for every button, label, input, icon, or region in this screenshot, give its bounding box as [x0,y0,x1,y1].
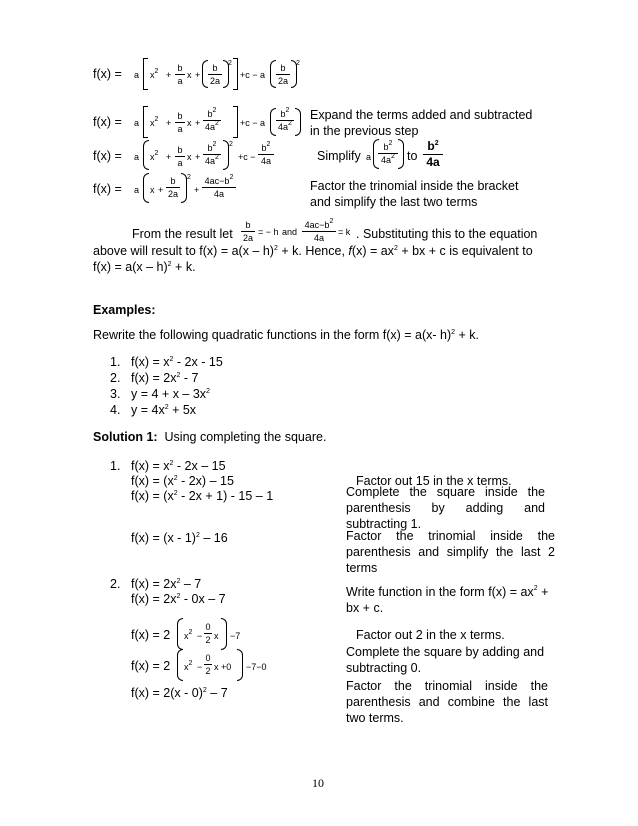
note-factor-15: Factor out 15 in the x terms. [356,474,512,488]
examples-heading: Examples: [93,303,156,317]
note-complete-square-0: Complete the square by adding and subtracting 0. [346,645,545,675]
left-bracket [143,58,148,90]
list-item: 3. [110,387,121,401]
note-factor-2: Factor out 2 in the x terms. [356,628,505,642]
note-expand: Expand the terms added and subtracted in the previous step [310,108,533,138]
note-factor-trinomial-2: Factor the trinomial inside the parenthesis and combine the last two terms. [346,679,548,725]
list-item: 2. [110,371,121,385]
note-factor-trinomial: Factor the trinomial inside the bracket and simplify the last two terms [310,179,519,209]
solution-heading: Solution 1: Using completing the square. [93,430,327,444]
list-item: 1. [110,355,121,369]
note-write-form: Write function in the form $f(x) = ax^2$ + bx + c. [346,585,549,615]
note-complete-square-1: Complete the square inside the parenthesis by adding and subtracting 1. [346,485,545,531]
page-number: 10 [312,776,324,790]
list-item: 4. [110,403,121,417]
note-simplify: Simplify [317,149,361,163]
document-page: f(x) = a $x^2$ + $\frac{b}{a}$ x + $\frac{b}{2a}$ 2 +c − a $\frac{b}{2a}$ 2 f(x) = a $x^2$ + $\frac{b}{a}$ x + $\frac{b^2}{4a^2}$ +c − a $\frac{b^2}{4a^2}$ Expand the terms added and subtracted in the previous step f(x) = a $x^2$ + $\frac{b}{a}$ x + $\frac{b^2}{4a^2}$ 2 +c − $\frac{b^2}{4a}$ Simplify a $\frac{b^2}{4a^2}$ to $\frac{b^2}{4a}$ f(x) = a x + $\frac{b}{2a}$ 2 + $\frac{4ac-b^2}{4a}$ Factor the trinomial inside the bracket and simplify the last two terms From the result let $\frac{b}{2a}$ = − h and $\frac{4ac-b^2}{4a}$ = k . Substituting this to the equation above will result to f(x) = a(x – h)$^2$ + k. Hence, $f(x) = ax^2$ + bx + c is equivalent to f(x) = a(x – h)$^2$ + k. Examples: Rewrite the following quadratic functions in the form f(x) = a(x- h)$^2$ + k. 1. $f(x) = x^2 - 2x - 15$ 2. $f(x) = 2x^2 - 7$ 3. $y = 4 + x - 3x^2$ 4. $y = 4x^2 + 5x$ Solution 1: Using completing the square. 1. $f(x) = x^2 - 2x - 15$ $f(x) = (x^2 - 2x) - 15$ $f(x) = (x^2 - 2x + 1) - 15 - 1$ f(x) = (x - 1)$^2$ – 16 Factor out 15 in the x terms. Complete the square inside the parenthesis by adding and subtracting 1. Factor the trinomial inside the parenthesis and simplify the last 2 terms 2. $f(x) = 2x^2 - 7$ $f(x) = 2x^2 - 0x - 7$ Write function in the form $f(x) = ax^2$ + bx + c. f(x) = 2 $x^2$ − $\frac{0}{2}$ x −7 Factor out 2 in the x terms. f(x) = 2 $x^2$ − $\frac{0}{2}$ x +0 −7−0 Complete the square by adding and subtracting 0. f(x) = 2(x - 0)$^2$ – 7 Factor the trinomial inside the parenthesis and combine the last two terms. 10 [0,0,638,826]
right-bracket [233,58,238,90]
examples-instruction: Rewrite the following quadratic functions in the form f(x) = a(x- h)$^2$ + k. [93,328,480,342]
note-factor-trinomial-1: Factor the trinomial inside the parenthesis and simplify the last 2 terms [346,529,555,575]
fx-label: f(x) = [93,67,122,81]
